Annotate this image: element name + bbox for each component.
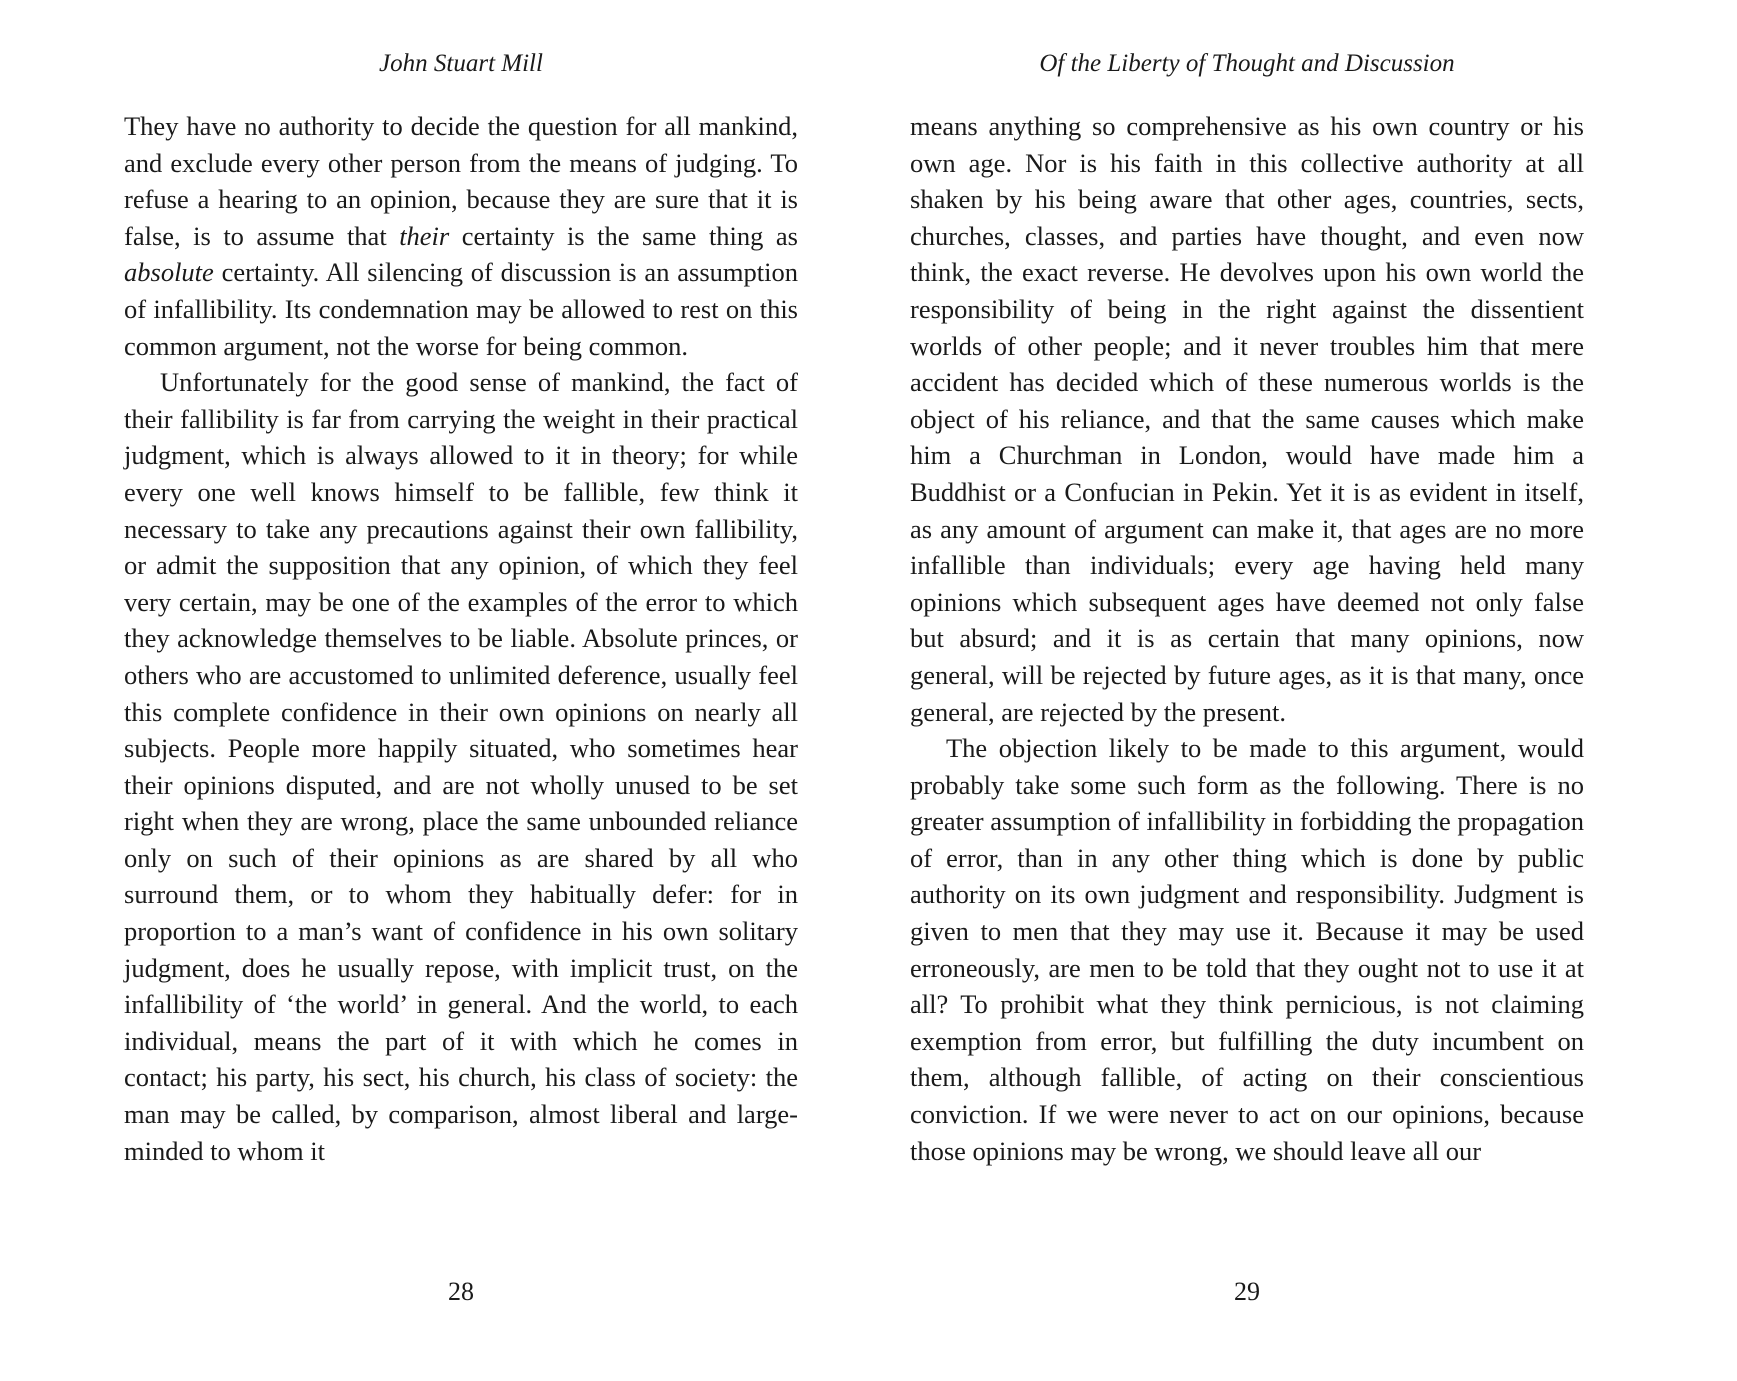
page-number: 29 [1234,1277,1260,1306]
paragraph [124,108,798,364]
body-text [910,108,1584,1169]
paragraph: Unfortunately for the good sense of mankind, the fact of their fallibility is far from carrying the weight in their practical judgment, which is always allowed to it in theory; for while every one well knows himself to be fallible, few think it necessary to take any precautions against their own fallibility, or admit the supposition that any opinion, of which they feel very certain, may be one of the examples of the error to which they acknowledge themselves to be liable. Absolute princes, or others who are accustomed to unlimited deference, usually feel this complete confidence in their own opinions on nearly all subjects. People more happily situated, who sometimes hear their opinions disputed, and are not wholly unused to be set right when they are wrong, place the same unbounded reliance only on such of their opinions as are shared by all who surround them, or to whom they habitually defer: for in proportion to a man’s want of confidence in his own solitary judgment, does he usually repose, with implicit trust, on the infallibility of ‘the world’ in general. And the world, to each individual, means the part of it with which he comes in contact; his party, his sect, his church, his class of society: the man may be called, by comparison, almost liberal and large-minded to whom it [124,367,798,1166]
running-head-author: John Stuart Mill [379,50,543,77]
body-text [124,108,798,1169]
text-run: certainty is the same thing as [449,220,798,251]
right-page [868,0,1737,1381]
text-run: certainty. All silencing of discussion is an assumption of infallibility. Its condemnation may be allowed to rest on this common argument, not the worse for being common. [124,257,798,361]
page-number: 28 [448,1277,474,1306]
running-head-chapter-title: Of the Liberty of Thought and Discussion [1039,50,1455,77]
left-page [0,0,868,1381]
paragraph: The objection likely to be made to this argument, would probably take some such form as the following. There is no greater assumption of infallibility in forbidding the propagation of error, than in any other thing which is done by public authority on its own judgment and responsibility. Judgment is given to men that they may use it. Because it may be used erroneously, are men to be told that they ought not to use it at all? To prohibit what they think pernicious, is not claiming exemption from error, but fulfilling the duty incumbent on them, although fallible, of acting on their conscientious conviction. If we were never to act on our opinions, because those opinions may be wrong, we should leave all our [910,733,1584,1166]
paragraph: means anything so comprehensive as his own country or his own age. Nor is his faith in this collective authority at all shaken by his being aware that other ages, countries, sects, churches, classes, and parties have thought, and even now think, the exact reverse. He devolves upon his own world the responsibility of being in the right against the dissentient worlds of other people; and it never troubles him that mere accident has decided which of these numerous worlds is the object of his reliance, and that the same causes which make him a Churchman in London, would have made him a Buddhist or a Confucian in Pekin. Yet it is as evident in itself, as any amount of argument can make it, that ages are no more infallible than individuals; every age having held many opinions which subsequent ages have deemed not only false but absurd; and it is as certain that many opinions, now general, will be rejected by future ages, as it is that many, once general, are rejected by the present. [910,111,1584,727]
italic-text-run: their [399,220,450,251]
text-run: They have no authority to decide the question for all mankind, and exclude every other person from the means of judging. To refuse a hearing to an opinion, because they are sure that it is false, is to assume that [124,111,798,251]
italic-text-run: absolute [124,257,214,288]
